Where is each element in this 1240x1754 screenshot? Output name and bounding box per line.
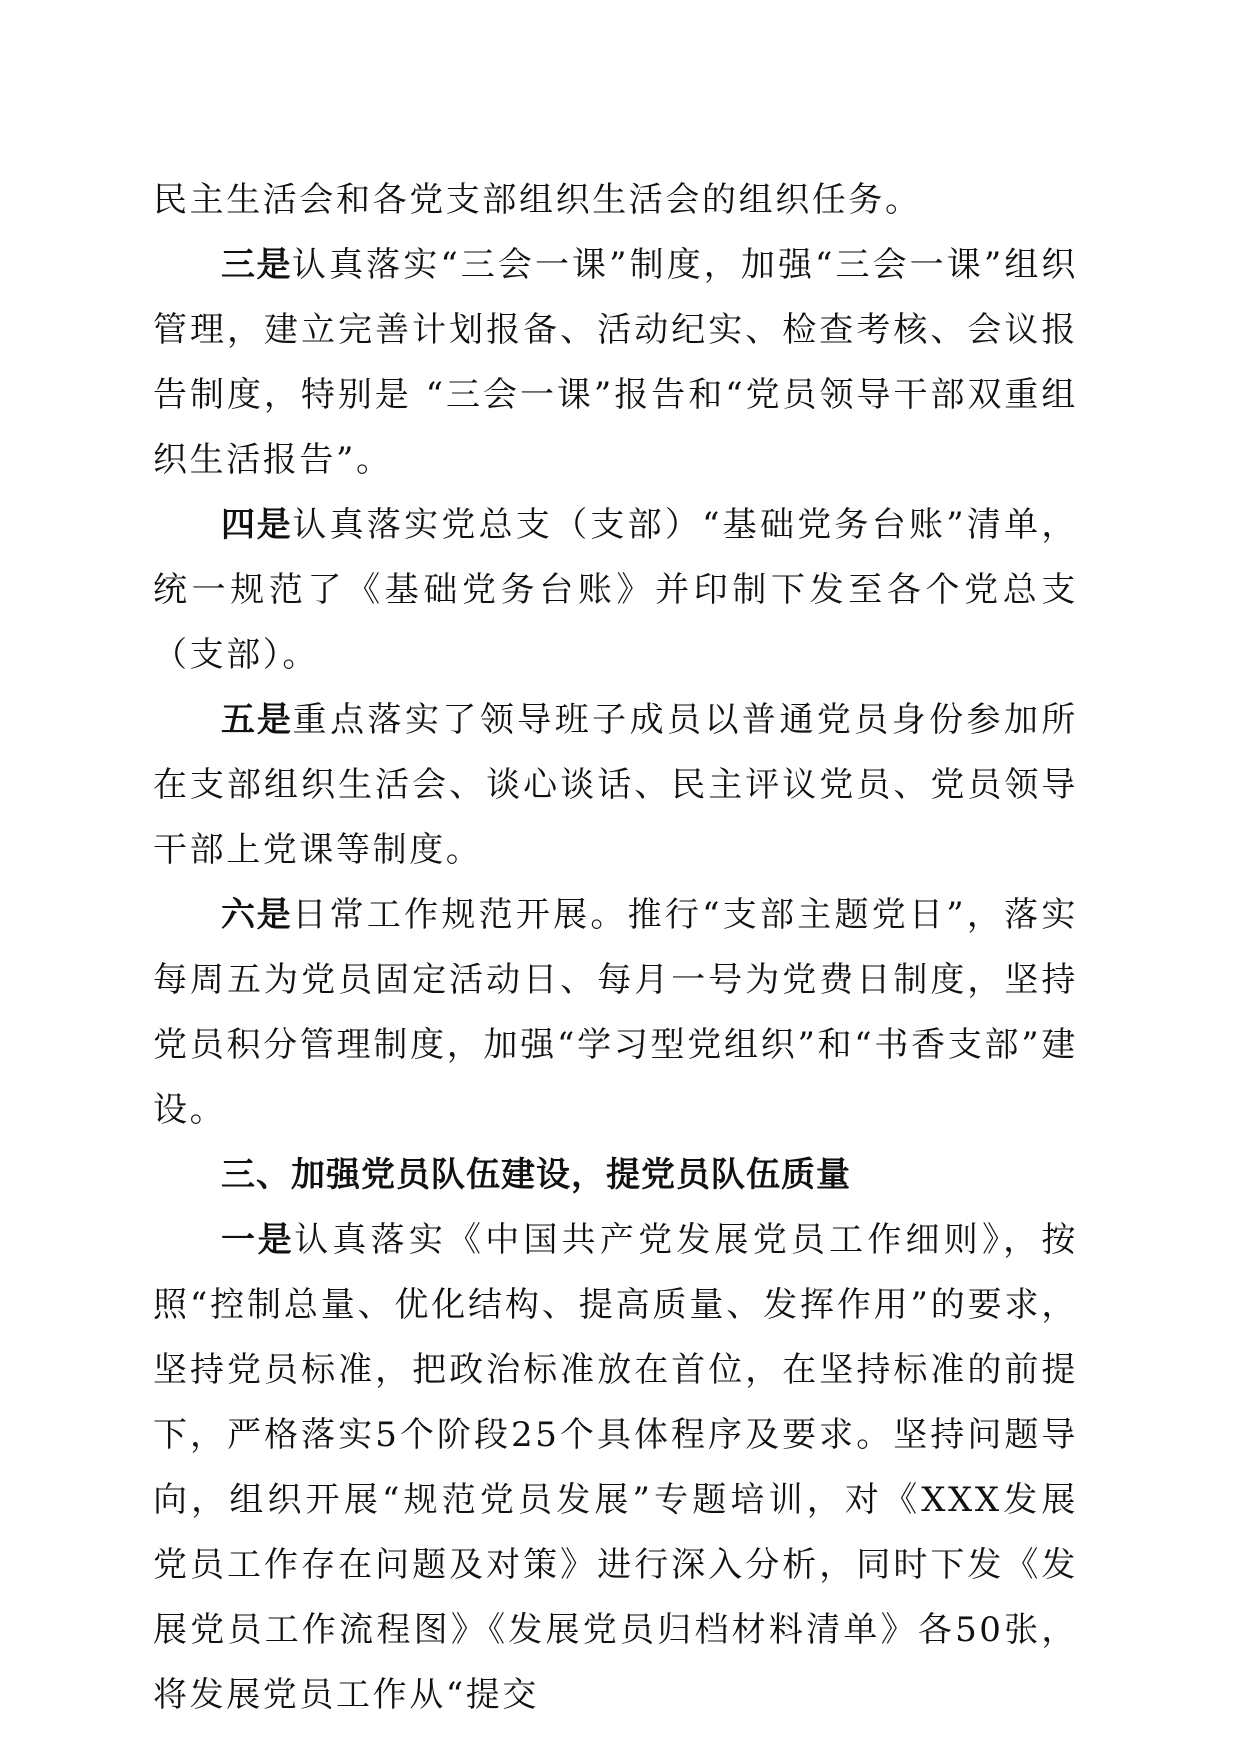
paragraph-item-3	[153, 233, 1078, 493]
paragraph-lead: 四是	[221, 505, 293, 545]
paragraph-text: 认真落实党总支（支部）“基础党务台账”清单，统一规范了《基础党务台账》并印制下发至各个党总支（支部）。	[153, 505, 1078, 675]
paragraph-item-5	[153, 688, 1078, 883]
section-heading: 三、加强党员队伍建设，提党员队伍质量	[221, 1155, 851, 1195]
paragraph-item-4	[153, 493, 1078, 688]
paragraph-item-6	[153, 883, 1078, 1143]
paragraph-text: 认真落实“三会一课”制度，加强“三会一课”组织管理，建立完善计划报备、活动纪实、检查考核、会议报告制度，特别是 “三会一课”报告和“党员领导干部双重组织生活报告”。	[153, 245, 1079, 480]
paragraph-item-1	[153, 1208, 1078, 1728]
paragraph-text: 日常工作规范开展。推行“支部主题党日”，落实每周五为党员固定活动日、每月一号为党费日制度，坚持党员积分管理制度，加强“学习型党组织”和“书香支部”建设。	[153, 895, 1078, 1130]
paragraph-text: 重点落实了领导班子成员以普通党员身份参加所在支部组织生活会、谈心谈话、民主评议党员、党员领导干部上党课等制度。	[153, 700, 1078, 870]
paragraph-text: 认真落实《中国共产党发展党员工作细则》，按照“控制总量、优化结构、提高质量、发挥作用”的要求，坚持党员标准，把政治标准放在首位，在坚持标准的前提下，严格落实5个阶段25个具体程序及要求。坚持问题导向，组织开展“规范党员发展”专题培训，对《XXX发展党员工作存在问题及对策》进行深入分析，同时下发《发展党员工作流程图》《发展党员归档材料清单》各50张，将发展党员工作从“提交	[153, 1220, 1078, 1715]
document-page	[153, 168, 1078, 1728]
paragraph-lead: 六是	[221, 895, 293, 935]
paragraph-lead: 三是	[221, 245, 292, 285]
paragraph-lead: 一是	[221, 1220, 295, 1260]
paragraph-lead: 五是	[221, 700, 293, 740]
paragraph-text: 民主生活会和各党支部组织生活会的组织任务。	[153, 180, 922, 220]
paragraph-continuation	[153, 168, 1078, 233]
